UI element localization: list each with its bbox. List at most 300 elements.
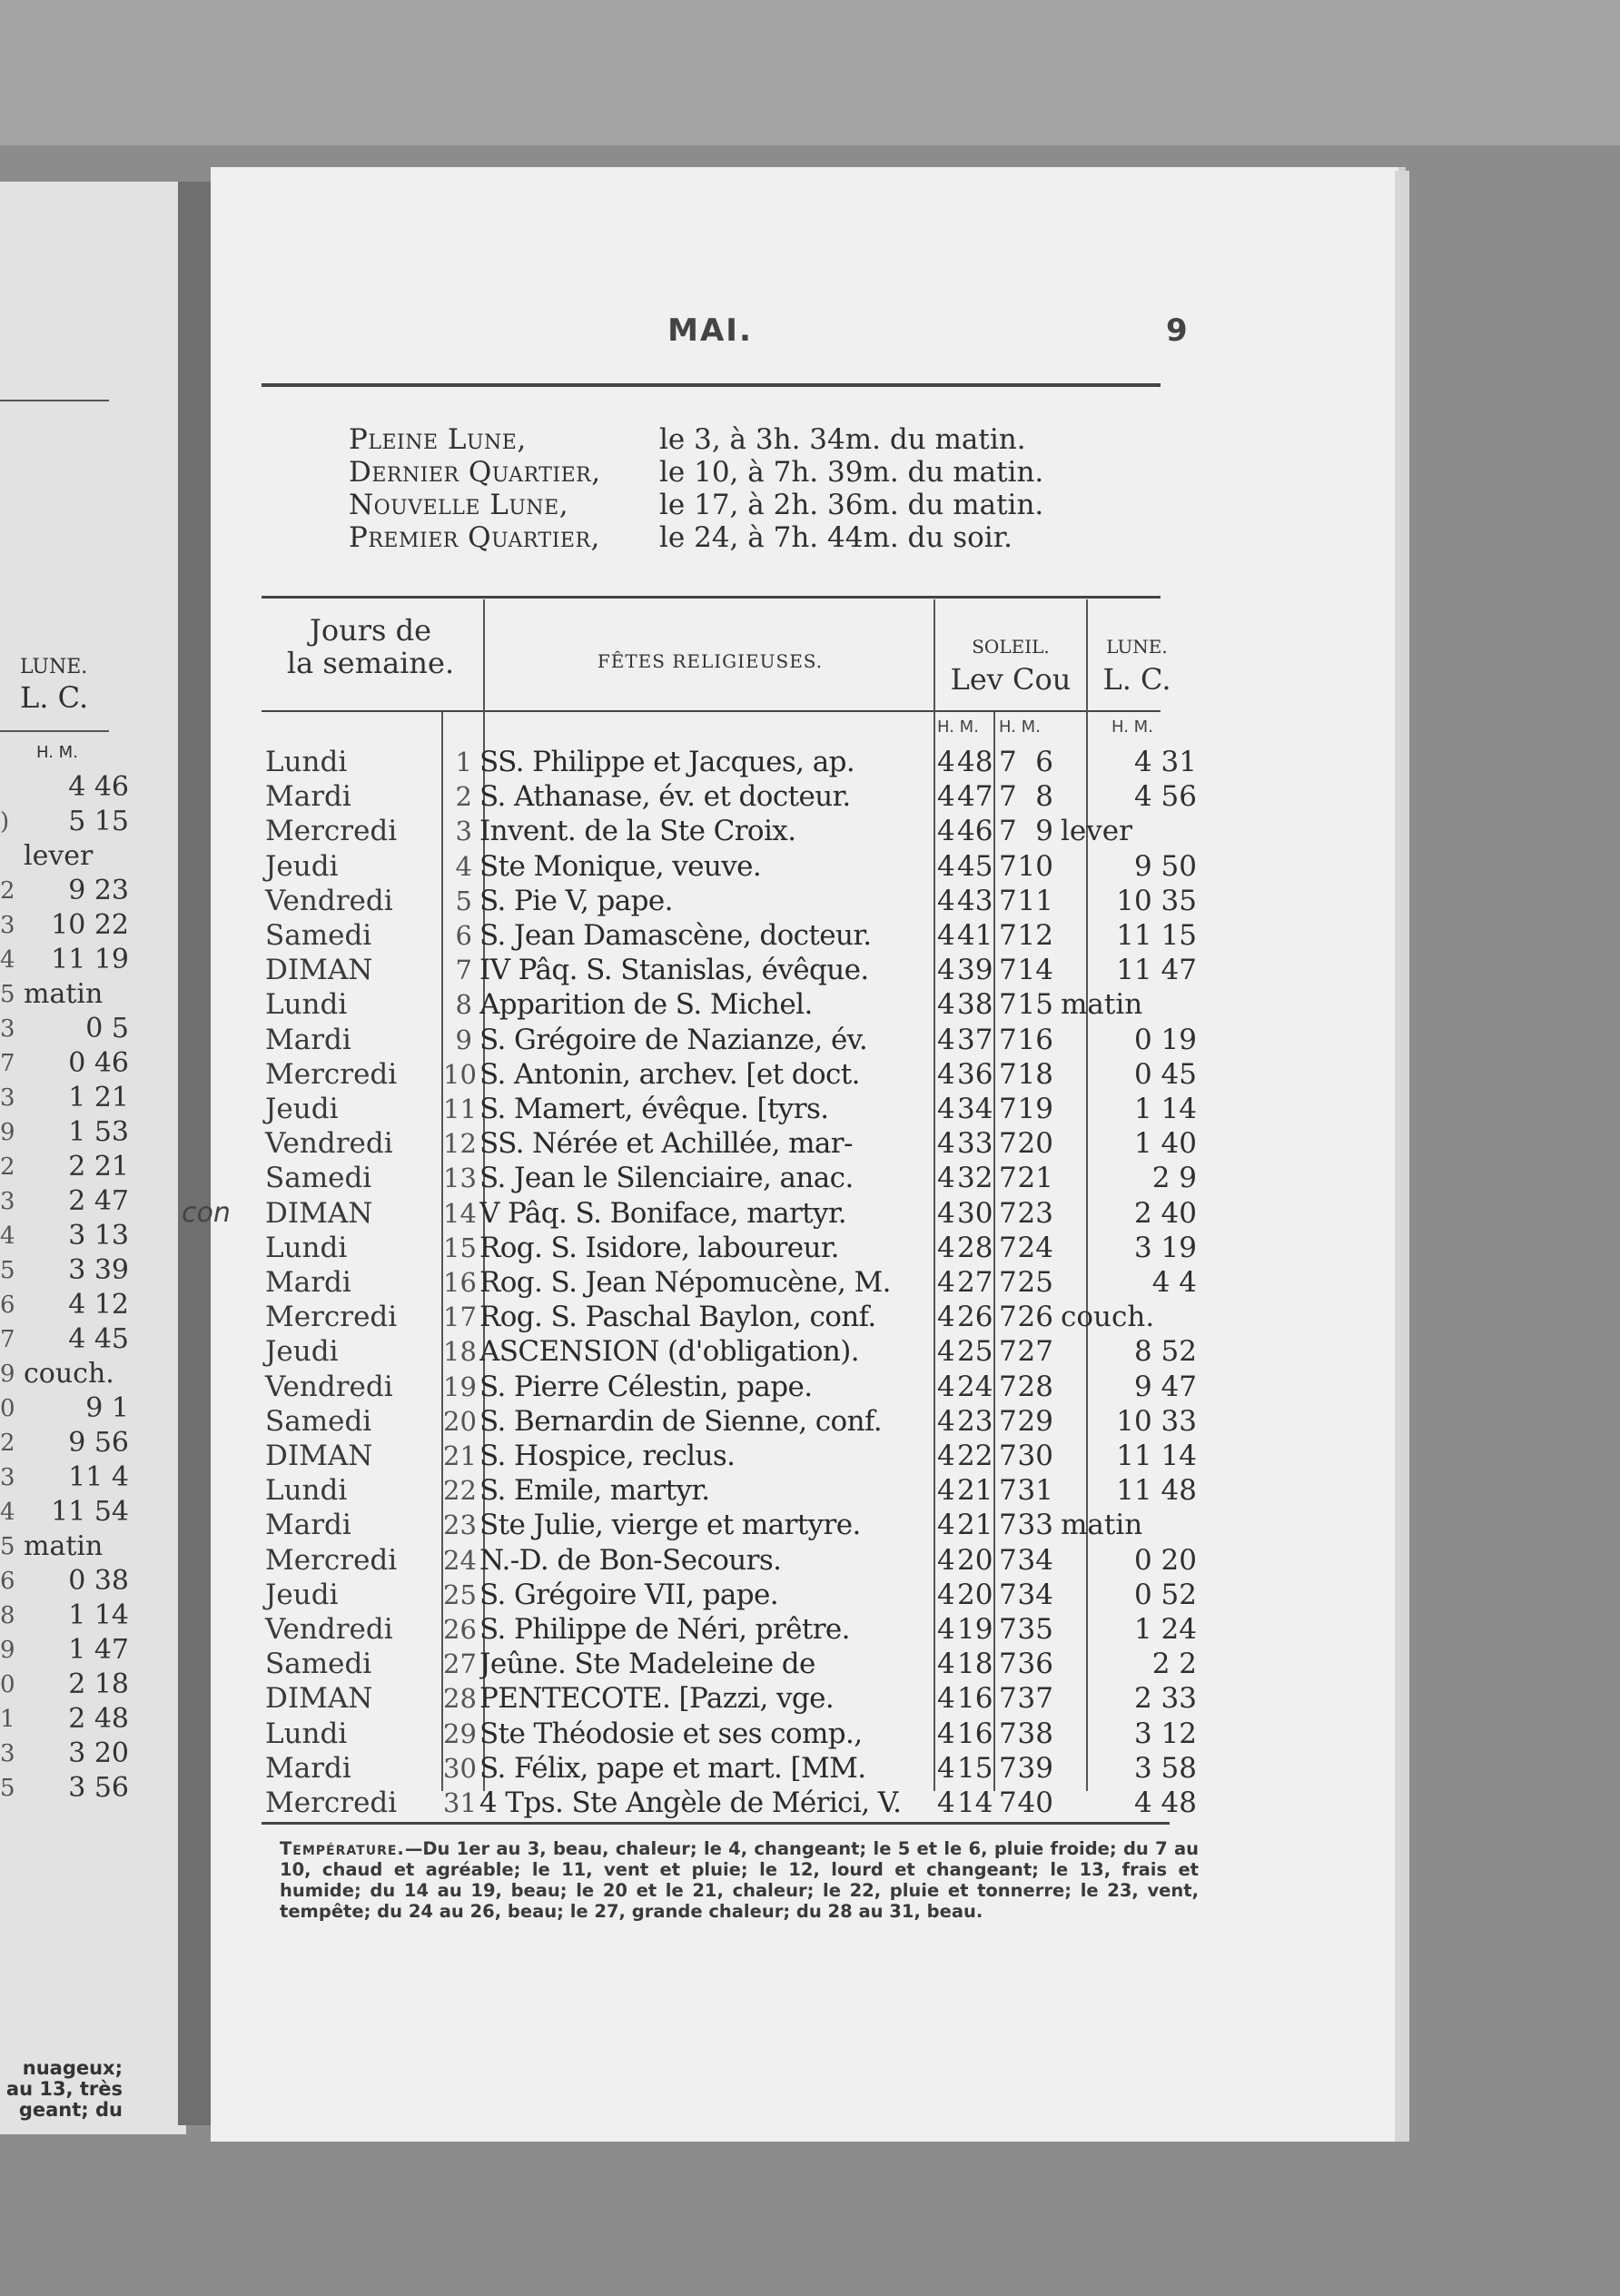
table-row	[265, 884, 1200, 918]
fete-cell: Ste Julie, vierge et martyre.	[479, 1509, 861, 1542]
left-page-day-fragment: 5	[0, 1775, 15, 1802]
header-jours-line2: la semaine.	[286, 646, 455, 680]
sunrise-minute-cell: 15	[957, 1751, 993, 1785]
left-page-moon-value: 1 21	[68, 1082, 129, 1113]
sunset-minute-cell: 23	[1017, 1196, 1053, 1230]
date-cell: 22	[443, 1475, 477, 1507]
left-footer-line: geant; du	[18, 2099, 123, 2121]
sunset-minute-cell: 24	[1017, 1231, 1053, 1264]
date-cell: 15	[443, 1232, 477, 1263]
left-page-day-fragment: 5	[0, 1257, 15, 1284]
fete-cell: S. Antonin, archev. [et doct.	[479, 1057, 860, 1091]
moon-cell: 3 58	[1133, 1751, 1197, 1785]
sunset-minute-cell: 27	[1017, 1335, 1053, 1369]
sunset-hour-cell: 7	[999, 1404, 1017, 1438]
moon-cell: matin	[1061, 988, 1143, 1022]
day-cell: Lundi	[265, 1474, 348, 1508]
sunset-minute-cell: 18	[1017, 1057, 1053, 1091]
sunrise-hour-cell: 4	[937, 780, 955, 814]
moon-cell: 11 14	[1116, 1440, 1197, 1472]
left-page-row	[0, 1771, 186, 1806]
left-page-row	[0, 1633, 186, 1668]
temperature-note	[280, 1838, 1199, 1922]
day-cell: Mardi	[265, 780, 351, 814]
date-cell: 16	[443, 1267, 477, 1298]
left-page-row	[0, 1081, 186, 1115]
fete-cell: IV Pâq. S. Stanislas, évêque.	[479, 954, 869, 987]
day-cell: Mercredi	[265, 815, 398, 848]
left-page-day-fragment: 2	[0, 1153, 15, 1181]
phase-text: le 10, à 7h. 39m. du matin.	[659, 456, 1044, 489]
date-cell: 28	[443, 1683, 477, 1715]
sunrise-hour-cell: 4	[937, 1440, 955, 1472]
fete-cell: S. Hospice, reclus.	[479, 1440, 736, 1472]
day-cell: Mercredi	[265, 1786, 398, 1819]
sunrise-hour-cell: 4	[937, 815, 955, 848]
day-cell: Vendredi	[265, 1613, 393, 1646]
left-page-row	[0, 1357, 186, 1391]
left-page-day-fragment: 5	[0, 1533, 15, 1560]
phase-name: Dernier Quartier,	[349, 456, 601, 489]
date-cell: 4	[455, 850, 472, 882]
left-page-row	[0, 1564, 186, 1598]
sunrise-minute-cell: 23	[957, 1404, 993, 1438]
fete-cell: S. Bernardin de Sienne, conf.	[479, 1404, 882, 1438]
left-page	[0, 182, 186, 2134]
sunset-minute-cell: 33	[1017, 1509, 1053, 1542]
fete-cell: S. Athanase, év. et docteur.	[479, 780, 851, 814]
fete-cell: S. Jean le Silenciaire, anac.	[479, 1162, 854, 1195]
sunrise-minute-cell: 33	[957, 1127, 993, 1161]
date-cell: 30	[443, 1752, 477, 1784]
header-lc: L. C.	[1102, 662, 1171, 697]
sunrise-hour-cell: 4	[937, 1093, 955, 1125]
moon-cell: 10 33	[1116, 1404, 1197, 1438]
moon-cell: 4 31	[1133, 746, 1197, 778]
sunset-minute-cell: 30	[1017, 1440, 1053, 1472]
moon-phase-row	[349, 521, 1043, 554]
fete-cell: Rog. S. Isidore, laboureur.	[479, 1231, 839, 1264]
moon-cell: 11 15	[1116, 919, 1197, 952]
sunrise-hour-cell: 4	[937, 1751, 955, 1785]
date-cell: 11	[443, 1094, 477, 1124]
left-page-moon-value: 4 12	[68, 1289, 129, 1321]
fete-cell: S. Mamert, évêque. [tyrs.	[479, 1093, 829, 1125]
header-lune-label: LUNE.	[1106, 636, 1168, 658]
sunset-minute-cell: 40	[1017, 1786, 1053, 1819]
sunset-minute-cell: 10	[1017, 849, 1053, 883]
sunset-minute-cell: 34	[1017, 1578, 1053, 1611]
table-row	[265, 1439, 1200, 1473]
fete-cell: S. Grégoire de Nazianze, év.	[479, 1023, 868, 1056]
sunset-minute-cell: 8	[1035, 780, 1053, 814]
left-page-row	[0, 1702, 186, 1737]
table-row	[265, 1404, 1200, 1439]
left-page-rule	[0, 730, 109, 732]
sunset-hour-cell: 7	[999, 1301, 1017, 1334]
moon-cell: 1 40	[1133, 1127, 1197, 1161]
table-row	[265, 1334, 1200, 1369]
sunrise-hour-cell: 4	[937, 1543, 955, 1577]
sunrise-hour-cell: 4	[937, 1682, 955, 1716]
sunset-hour-cell: 7	[999, 1474, 1017, 1508]
header-fetes: FÊTES RELIGIEUSES.	[597, 650, 824, 672]
fete-cell: 4 Tps. Ste Angèle de Mérici, V.	[479, 1786, 902, 1819]
left-page-moon-value: 1 53	[68, 1116, 129, 1148]
phase-text: le 3, à 3h. 34m. du matin.	[659, 423, 1026, 456]
fete-cell: N.-D. de Bon-Secours.	[479, 1543, 782, 1577]
left-page-row	[0, 839, 186, 874]
sunrise-minute-cell: 34	[957, 1093, 993, 1125]
hm-lune: H. M.	[1111, 718, 1153, 737]
left-page-row	[0, 1012, 186, 1046]
day-cell: Mardi	[265, 1266, 351, 1299]
sunrise-hour-cell: 4	[937, 954, 955, 987]
left-page-moon-value: 3 39	[68, 1254, 129, 1286]
moon-cell: couch.	[1061, 1301, 1155, 1334]
moon-phases	[349, 423, 1043, 554]
moon-cell: 4 48	[1133, 1786, 1197, 1819]
day-cell: DIMAN	[265, 1682, 373, 1716]
moon-cell: 0 19	[1133, 1023, 1197, 1056]
sunrise-minute-cell: 26	[957, 1301, 993, 1334]
day-cell: DIMAN	[265, 1440, 373, 1472]
sunset-minute-cell: 35	[1017, 1613, 1053, 1646]
left-page-moon-value: couch.	[24, 1358, 114, 1390]
moon-cell: lever	[1061, 815, 1132, 848]
page-title: MAI.	[667, 312, 753, 349]
sunrise-hour-cell: 4	[937, 919, 955, 952]
left-page-moon-value: 11 19	[51, 944, 129, 975]
header-soleil	[933, 630, 1088, 696]
phase-text: le 24, à 7h. 44m. du soir.	[659, 521, 1012, 554]
left-page-moon-value: 4 45	[68, 1323, 129, 1355]
sunrise-minute-cell: 30	[957, 1196, 993, 1230]
moon-cell: matin	[1061, 1509, 1143, 1542]
left-page-day-fragment: 3	[0, 1740, 15, 1767]
table-row	[265, 849, 1200, 884]
date-cell: 24	[443, 1544, 477, 1576]
table-row	[265, 1647, 1200, 1681]
sunset-minute-cell: 36	[1017, 1648, 1053, 1681]
moon-cell: 1 14	[1133, 1093, 1197, 1125]
sunset-minute-cell: 11	[1017, 884, 1053, 917]
left-page-moon-value: 3 56	[68, 1772, 129, 1804]
date-cell: 10	[443, 1058, 477, 1090]
sunrise-hour-cell: 4	[937, 1162, 955, 1195]
sunrise-minute-cell: 27	[957, 1266, 993, 1299]
sunset-minute-cell: 26	[1017, 1301, 1053, 1334]
sunset-hour-cell: 7	[999, 1162, 1017, 1195]
sunset-hour-cell: 7	[999, 1613, 1017, 1646]
sunrise-hour-cell: 4	[937, 1474, 955, 1508]
fete-cell: S. Grégoire VII, pape.	[479, 1578, 778, 1611]
sunset-hour-cell: 7	[999, 1543, 1017, 1577]
table-row	[265, 1300, 1200, 1334]
sunset-minute-cell: 21	[1017, 1162, 1053, 1195]
moon-phase-row	[349, 489, 1043, 521]
table-row	[265, 1751, 1200, 1786]
table-row	[265, 1161, 1200, 1195]
left-page-moon-value: 1 14	[68, 1599, 129, 1631]
left-footer-line: nuageux;	[22, 2057, 123, 2079]
fete-cell: S. Jean Damascène, docteur.	[479, 919, 872, 952]
date-cell: 6	[455, 920, 472, 951]
sunset-hour-cell: 7	[999, 954, 1017, 987]
date-cell: 13	[443, 1163, 477, 1194]
left-page-moon-value: lever	[24, 840, 94, 872]
fete-cell: Rog. S. Jean Népomucène, M.	[479, 1266, 891, 1299]
fete-cell: S. Philippe de Néri, prêtre.	[479, 1613, 850, 1646]
sunrise-hour-cell: 4	[937, 1335, 955, 1369]
day-cell: Mercredi	[265, 1057, 398, 1091]
header-jours	[262, 614, 479, 679]
day-cell: Lundi	[265, 1231, 348, 1264]
date-cell: 17	[443, 1301, 477, 1333]
day-cell: Mardi	[265, 1023, 351, 1056]
left-page-day-fragment: 9	[0, 1637, 15, 1664]
day-cell: Vendredi	[265, 884, 393, 917]
table-row	[265, 1370, 1200, 1404]
sunset-hour-cell: 7	[999, 1127, 1017, 1161]
moon-cell: 0 20	[1133, 1543, 1197, 1577]
fete-cell: Invent. de la Ste Croix.	[479, 815, 796, 848]
table-row	[265, 1681, 1200, 1716]
date-cell: 31	[443, 1787, 477, 1818]
fete-cell: PENTECOTE. [Pazzi, vge.	[479, 1682, 835, 1716]
left-page-row	[0, 1046, 186, 1081]
fete-cell: S. Félix, pape et mart. [MM.	[479, 1751, 866, 1785]
sunset-hour-cell: 7	[999, 1648, 1017, 1681]
table-row	[265, 1612, 1200, 1647]
sunrise-hour-cell: 4	[937, 1578, 955, 1611]
left-page-row	[0, 1426, 186, 1460]
sunrise-hour-cell: 4	[937, 849, 955, 883]
sunrise-hour-cell: 4	[937, 1023, 955, 1056]
left-page-footer	[0, 2058, 186, 2121]
left-page-moon-value: 10 22	[51, 909, 129, 941]
day-cell: Jeudi	[265, 1093, 339, 1125]
sunset-minute-cell: 15	[1017, 988, 1053, 1022]
sunset-hour-cell: 7	[999, 780, 1017, 814]
day-cell: Lundi	[265, 988, 348, 1022]
left-page-row	[0, 1495, 186, 1529]
sunrise-hour-cell: 4	[937, 884, 955, 917]
sunrise-minute-cell: 47	[957, 780, 993, 814]
day-cell: Samedi	[265, 1404, 372, 1438]
table-bottom-rule	[262, 1822, 1170, 1825]
day-cell: Vendredi	[265, 1370, 393, 1403]
left-page-day-fragment: 5	[0, 981, 15, 1008]
sunrise-minute-cell: 43	[957, 884, 993, 917]
left-lc-header: L. C.	[20, 680, 89, 715]
moon-phase-row	[349, 423, 1043, 456]
sunset-hour-cell: 7	[999, 815, 1017, 848]
table-row	[265, 745, 1200, 779]
date-cell: 5	[455, 885, 472, 916]
sunrise-hour-cell: 4	[937, 1613, 955, 1646]
sunset-minute-cell: 34	[1017, 1543, 1053, 1577]
phase-name: Nouvelle Lune,	[349, 489, 569, 521]
sunrise-hour-cell: 4	[937, 1786, 955, 1819]
left-page-day-fragment: 4	[0, 1222, 15, 1250]
fete-cell: V Pâq. S. Boniface, martyr.	[479, 1196, 847, 1230]
background-top	[0, 0, 1620, 145]
date-cell: 19	[443, 1371, 477, 1402]
header-lune	[1092, 630, 1182, 696]
moon-cell: 2 2	[1151, 1648, 1197, 1681]
left-page-day-fragment: 2	[0, 1430, 15, 1457]
moon-cell: 4 56	[1133, 780, 1197, 814]
sunrise-minute-cell: 36	[957, 1057, 993, 1091]
sunset-hour-cell: 7	[999, 1370, 1017, 1403]
table-row	[265, 1786, 1200, 1820]
sunrise-minute-cell: 25	[957, 1335, 993, 1369]
left-page-row	[0, 1184, 186, 1219]
sunrise-minute-cell: 28	[957, 1231, 993, 1264]
sunrise-minute-cell: 16	[957, 1717, 993, 1750]
date-cell: 1	[455, 747, 472, 777]
moon-cell: 11 48	[1116, 1474, 1197, 1508]
left-page-row	[0, 943, 186, 977]
table-row	[265, 1717, 1200, 1751]
date-cell: 20	[443, 1405, 477, 1437]
day-cell: Jeudi	[265, 1578, 339, 1611]
left-page-row	[0, 1391, 186, 1426]
sunset-hour-cell: 7	[999, 1335, 1017, 1369]
sunrise-minute-cell: 19	[957, 1613, 993, 1646]
left-page-row	[0, 1460, 186, 1495]
left-page-rule	[0, 400, 109, 401]
sunset-minute-cell: 9	[1035, 815, 1053, 848]
left-page-row	[0, 908, 186, 943]
sunset-hour-cell: 7	[999, 849, 1017, 883]
sunrise-minute-cell: 37	[957, 1023, 993, 1056]
left-page-day-fragment: 9	[0, 1119, 15, 1146]
left-page-moon-value: 0 38	[68, 1565, 129, 1597]
left-page-day-fragment: 7	[0, 1326, 15, 1353]
sunset-hour-cell: 7	[999, 1440, 1017, 1472]
table-row	[265, 918, 1200, 953]
sunset-minute-cell: 39	[1017, 1751, 1053, 1785]
sunset-hour-cell: 7	[999, 919, 1017, 952]
left-page-moon-value: 4 46	[68, 771, 129, 803]
date-cell: 14	[443, 1197, 477, 1229]
day-cell: DIMAN	[265, 1196, 373, 1230]
fete-cell: SS. Nérée et Achillée, mar-	[479, 1127, 853, 1161]
sunrise-minute-cell: 21	[957, 1509, 993, 1542]
table-row	[265, 1196, 1200, 1231]
left-page-day-fragment: 6	[0, 1568, 15, 1595]
table-row	[265, 1092, 1200, 1126]
left-page-row	[0, 1115, 186, 1150]
hm-soleil-cou: H. M.	[999, 718, 1041, 737]
sunset-minute-cell: 20	[1017, 1127, 1053, 1161]
sunrise-hour-cell: 4	[937, 1404, 955, 1438]
table-row	[265, 987, 1200, 1022]
moon-cell: 0 52	[1133, 1578, 1197, 1611]
table-row	[265, 1473, 1200, 1508]
sunrise-hour-cell: 4	[937, 1370, 955, 1403]
title-rule	[262, 383, 1161, 387]
date-cell: 27	[443, 1648, 477, 1680]
left-page-row	[0, 1150, 186, 1184]
moon-cell: 9 47	[1133, 1370, 1197, 1403]
sunrise-hour-cell: 4	[937, 1717, 955, 1750]
sunset-hour-cell: 7	[999, 1023, 1017, 1056]
day-cell: Lundi	[265, 746, 348, 778]
temperature-text: —Du 1er au 3, beau, chaleur; le 4, changeant; le 5 et le 6, pluie froide; du 7 au 10, chaud et agréable; le 11, vent et pluie; le 12, lourd et changeant; le 13, frais et humide; du 14 au 19, beau; le 20 et le 21, chaleur; le 22, pluie et tonnerre; le 23, vent, tempête; du 24 au 26, beau; le 27, grande chaleur; du 28 au 31, beau.	[280, 1838, 1199, 1922]
sunset-minute-cell: 28	[1017, 1370, 1053, 1403]
left-page-moon-value: 2 18	[68, 1668, 129, 1700]
pencil-annotation: con	[182, 1197, 231, 1229]
left-page-day-fragment: )	[0, 808, 10, 836]
sunset-hour-cell: 7	[999, 1196, 1017, 1230]
day-cell: Mardi	[265, 1751, 351, 1785]
day-cell: Samedi	[265, 1162, 372, 1195]
date-cell: 29	[443, 1717, 477, 1749]
sunrise-hour-cell: 4	[937, 1127, 955, 1161]
left-page-moon-value: 11 54	[51, 1496, 129, 1528]
left-page-day-fragment: 0	[0, 1671, 15, 1698]
left-page-moon-value: 3 20	[68, 1737, 129, 1769]
header-soleil-label: SOLEIL.	[972, 636, 1050, 658]
day-cell: Samedi	[265, 919, 372, 952]
sunset-hour-cell: 7	[999, 988, 1017, 1022]
table-row	[265, 1543, 1200, 1578]
left-page-day-fragment: 3	[0, 1084, 15, 1112]
sunset-hour-cell: 7	[999, 884, 1017, 917]
left-page-moon-value: 11 4	[68, 1461, 129, 1493]
sunrise-hour-cell: 4	[937, 1057, 955, 1091]
sunrise-minute-cell: 24	[957, 1370, 993, 1403]
table-row	[265, 1578, 1200, 1612]
fete-cell: ASCENSION (d'obligation).	[479, 1335, 860, 1369]
fete-cell: Apparition de S. Michel.	[479, 988, 813, 1022]
sunrise-minute-cell: 21	[957, 1474, 993, 1508]
left-page-day-fragment: 0	[0, 1395, 15, 1422]
day-cell: Samedi	[265, 1648, 372, 1681]
left-page-moon-value: 9 1	[85, 1392, 129, 1424]
sunrise-minute-cell: 20	[957, 1543, 993, 1577]
sunset-minute-cell: 6	[1035, 746, 1053, 778]
sunrise-hour-cell: 4	[937, 1266, 955, 1299]
day-cell: Lundi	[265, 1717, 348, 1750]
sunset-hour-cell: 7	[999, 1751, 1017, 1785]
left-lune-header: LUNE.	[20, 656, 88, 678]
moon-cell: 4 4	[1151, 1266, 1197, 1299]
moon-cell: 9 50	[1133, 849, 1197, 883]
sunrise-hour-cell: 4	[937, 1509, 955, 1542]
date-cell: 2	[455, 781, 472, 813]
date-cell: 25	[443, 1578, 477, 1610]
sunrise-minute-cell: 20	[957, 1578, 993, 1611]
left-page-day-fragment: 3	[0, 1464, 15, 1491]
day-cell: Jeudi	[265, 849, 339, 883]
left-page-day-fragment: 2	[0, 877, 15, 905]
sunrise-hour-cell: 4	[937, 1301, 955, 1334]
sunrise-minute-cell: 41	[957, 919, 993, 952]
day-cell: Vendredi	[265, 1127, 393, 1161]
fete-cell: Ste Monique, veuve.	[479, 849, 762, 883]
table-row	[265, 1126, 1200, 1161]
left-page-day-fragment: 4	[0, 1499, 15, 1526]
left-page-row	[0, 1529, 186, 1564]
page-number: 9	[1166, 312, 1188, 349]
sunrise-minute-cell: 48	[957, 746, 993, 778]
sunrise-minute-cell: 16	[957, 1682, 993, 1716]
table-row	[265, 1231, 1200, 1265]
